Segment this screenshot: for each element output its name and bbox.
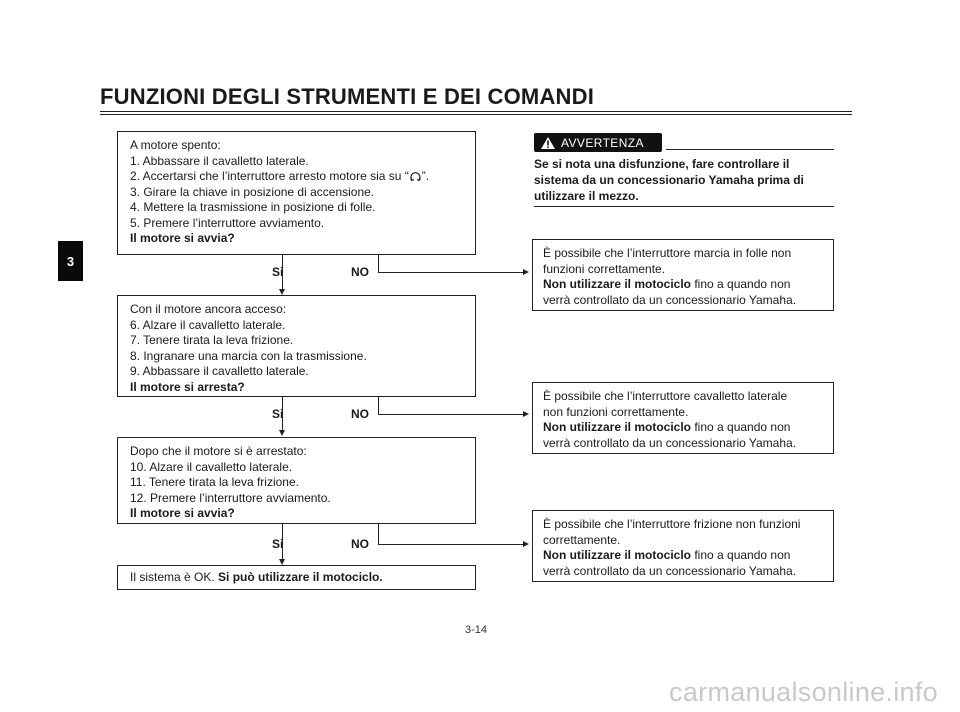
- flow-connector: [378, 255, 379, 272]
- outcome-line: verrà controllato da un concessionario Yamaha.: [543, 435, 797, 450]
- watermark: carmanualsonline.info: [669, 677, 938, 707]
- warning-line: utilizzare il mezzo.: [534, 189, 639, 203]
- warning-text: [534, 156, 834, 204]
- flow-connector: [378, 397, 379, 414]
- step-line: 1. Abbassare il cavalletto laterale.: [130, 153, 309, 168]
- step-line: 10. Alzare il cavalletto laterale.: [130, 459, 293, 474]
- decision-no-label: NO: [351, 537, 369, 551]
- step-question: Il motore si avvia?: [130, 506, 235, 520]
- outcome-rest: fino a quando non: [691, 548, 791, 562]
- decision-no-label: NO: [351, 407, 369, 421]
- flow-connector: [378, 544, 523, 545]
- decision-yes-label: Si: [272, 265, 284, 279]
- outcome-bold: Non utilizzare il motociclo: [543, 548, 692, 562]
- result-line: [130, 570, 463, 586]
- chapter-tab: 3: [58, 241, 83, 281]
- step-box-3: [117, 437, 476, 524]
- flow-connector: [378, 414, 523, 415]
- outcome-line: verrà controllato da un concessionario Yamaha.: [543, 292, 797, 307]
- outcome-line: [543, 420, 823, 436]
- step-line: [130, 169, 463, 185]
- outcome-line: correttamente.: [543, 532, 621, 547]
- step-question: Il motore si avvia?: [130, 231, 235, 245]
- engine-run-symbol-icon: [409, 170, 422, 182]
- step-box-1: [117, 131, 476, 255]
- outcome-line: È possibile che l’interruttore cavalletto laterale: [543, 389, 788, 403]
- decision-yes-label: Si: [272, 407, 284, 421]
- outcome-line: verrà controllato da un concessionario Yamaha.: [543, 563, 797, 578]
- decision-yes-label: Si: [272, 537, 284, 551]
- header-rule: [100, 114, 852, 115]
- step-line-text: 2. Accertarsi che l’interruttore arresto motore sia su “: [130, 169, 409, 183]
- outcome-rest: fino a quando non: [691, 420, 791, 434]
- arrow-right-icon: [523, 411, 529, 417]
- warning-rule: [534, 206, 834, 207]
- decision-no-label: NO: [351, 265, 369, 279]
- step-line: 4. Mettere la trasmissione in posizione di folle.: [130, 200, 376, 214]
- flow-connector: [378, 272, 523, 273]
- step-line: 11. Tenere tirata la leva frizione.: [130, 475, 299, 489]
- arrow-down-icon: [279, 430, 285, 436]
- step-line: Dopo che il motore si è arrestato:: [130, 444, 307, 458]
- header-rule: [100, 111, 852, 112]
- arrow-right-icon: [523, 541, 529, 547]
- outcome-line: funzioni correttamente.: [543, 261, 666, 276]
- step-line: 6. Alzare il cavalletto laterale.: [130, 317, 286, 332]
- outcome-line: [543, 548, 823, 564]
- outcome-rest: fino a quando non: [691, 277, 791, 291]
- step-line: Con il motore ancora acceso:: [130, 302, 287, 316]
- warning-rule: [666, 149, 834, 150]
- step-line: 7. Tenere tirata la leva frizione.: [130, 333, 294, 347]
- result-box-ok: [117, 565, 476, 590]
- outcome-line: È possibile che l’interruttore marcia in folle non: [543, 246, 792, 260]
- outcome-box-sidestand-switch: [532, 382, 834, 454]
- page-number: 3-14: [465, 624, 488, 636]
- result-bold: Si può utilizzare il motociclo.: [218, 570, 383, 584]
- step-box-2: [117, 295, 476, 397]
- outcome-box-neutral-switch: [532, 239, 834, 311]
- step-line: A motore spento:: [130, 138, 221, 152]
- outcome-bold: Non utilizzare il motociclo: [543, 277, 692, 291]
- page-title: FUNZIONI DEGLI STRUMENTI E DEI COMANDI: [100, 84, 595, 109]
- step-line: 9. Abbassare il cavalletto laterale.: [130, 364, 309, 378]
- step-line: 12. Premere l’interruttore avviamento.: [130, 490, 331, 505]
- warning-line: sistema da un concessionario Yamaha prima di: [534, 173, 804, 187]
- outcome-box-clutch-switch: [532, 510, 834, 582]
- step-line: 8. Ingranare una marcia con la trasmissione.: [130, 348, 367, 363]
- outcome-line: non funzioni correttamente.: [543, 404, 689, 419]
- outcome-line: [543, 277, 823, 293]
- step-line: 3. Girare la chiave in posizione di accensione.: [130, 184, 375, 199]
- step-line-suffix: ”.: [421, 169, 430, 183]
- warning-label-text: AVVERTENZA: [561, 135, 644, 150]
- warning-label: [534, 133, 662, 152]
- step-line: 5. Premere l’interruttore avviamento.: [130, 215, 325, 230]
- result-prefix: Il sistema è OK.: [130, 570, 219, 584]
- flow-connector: [378, 524, 379, 544]
- outcome-line: È possibile che l’interruttore frizione non funzioni: [543, 517, 801, 531]
- step-question: Il motore si arresta?: [130, 379, 245, 394]
- outcome-bold: Non utilizzare il motociclo: [543, 420, 692, 434]
- warning-line: Se si nota una disfunzione, fare controllare il: [534, 157, 790, 171]
- arrow-right-icon: [523, 269, 529, 275]
- warning-triangle-icon: [540, 136, 556, 150]
